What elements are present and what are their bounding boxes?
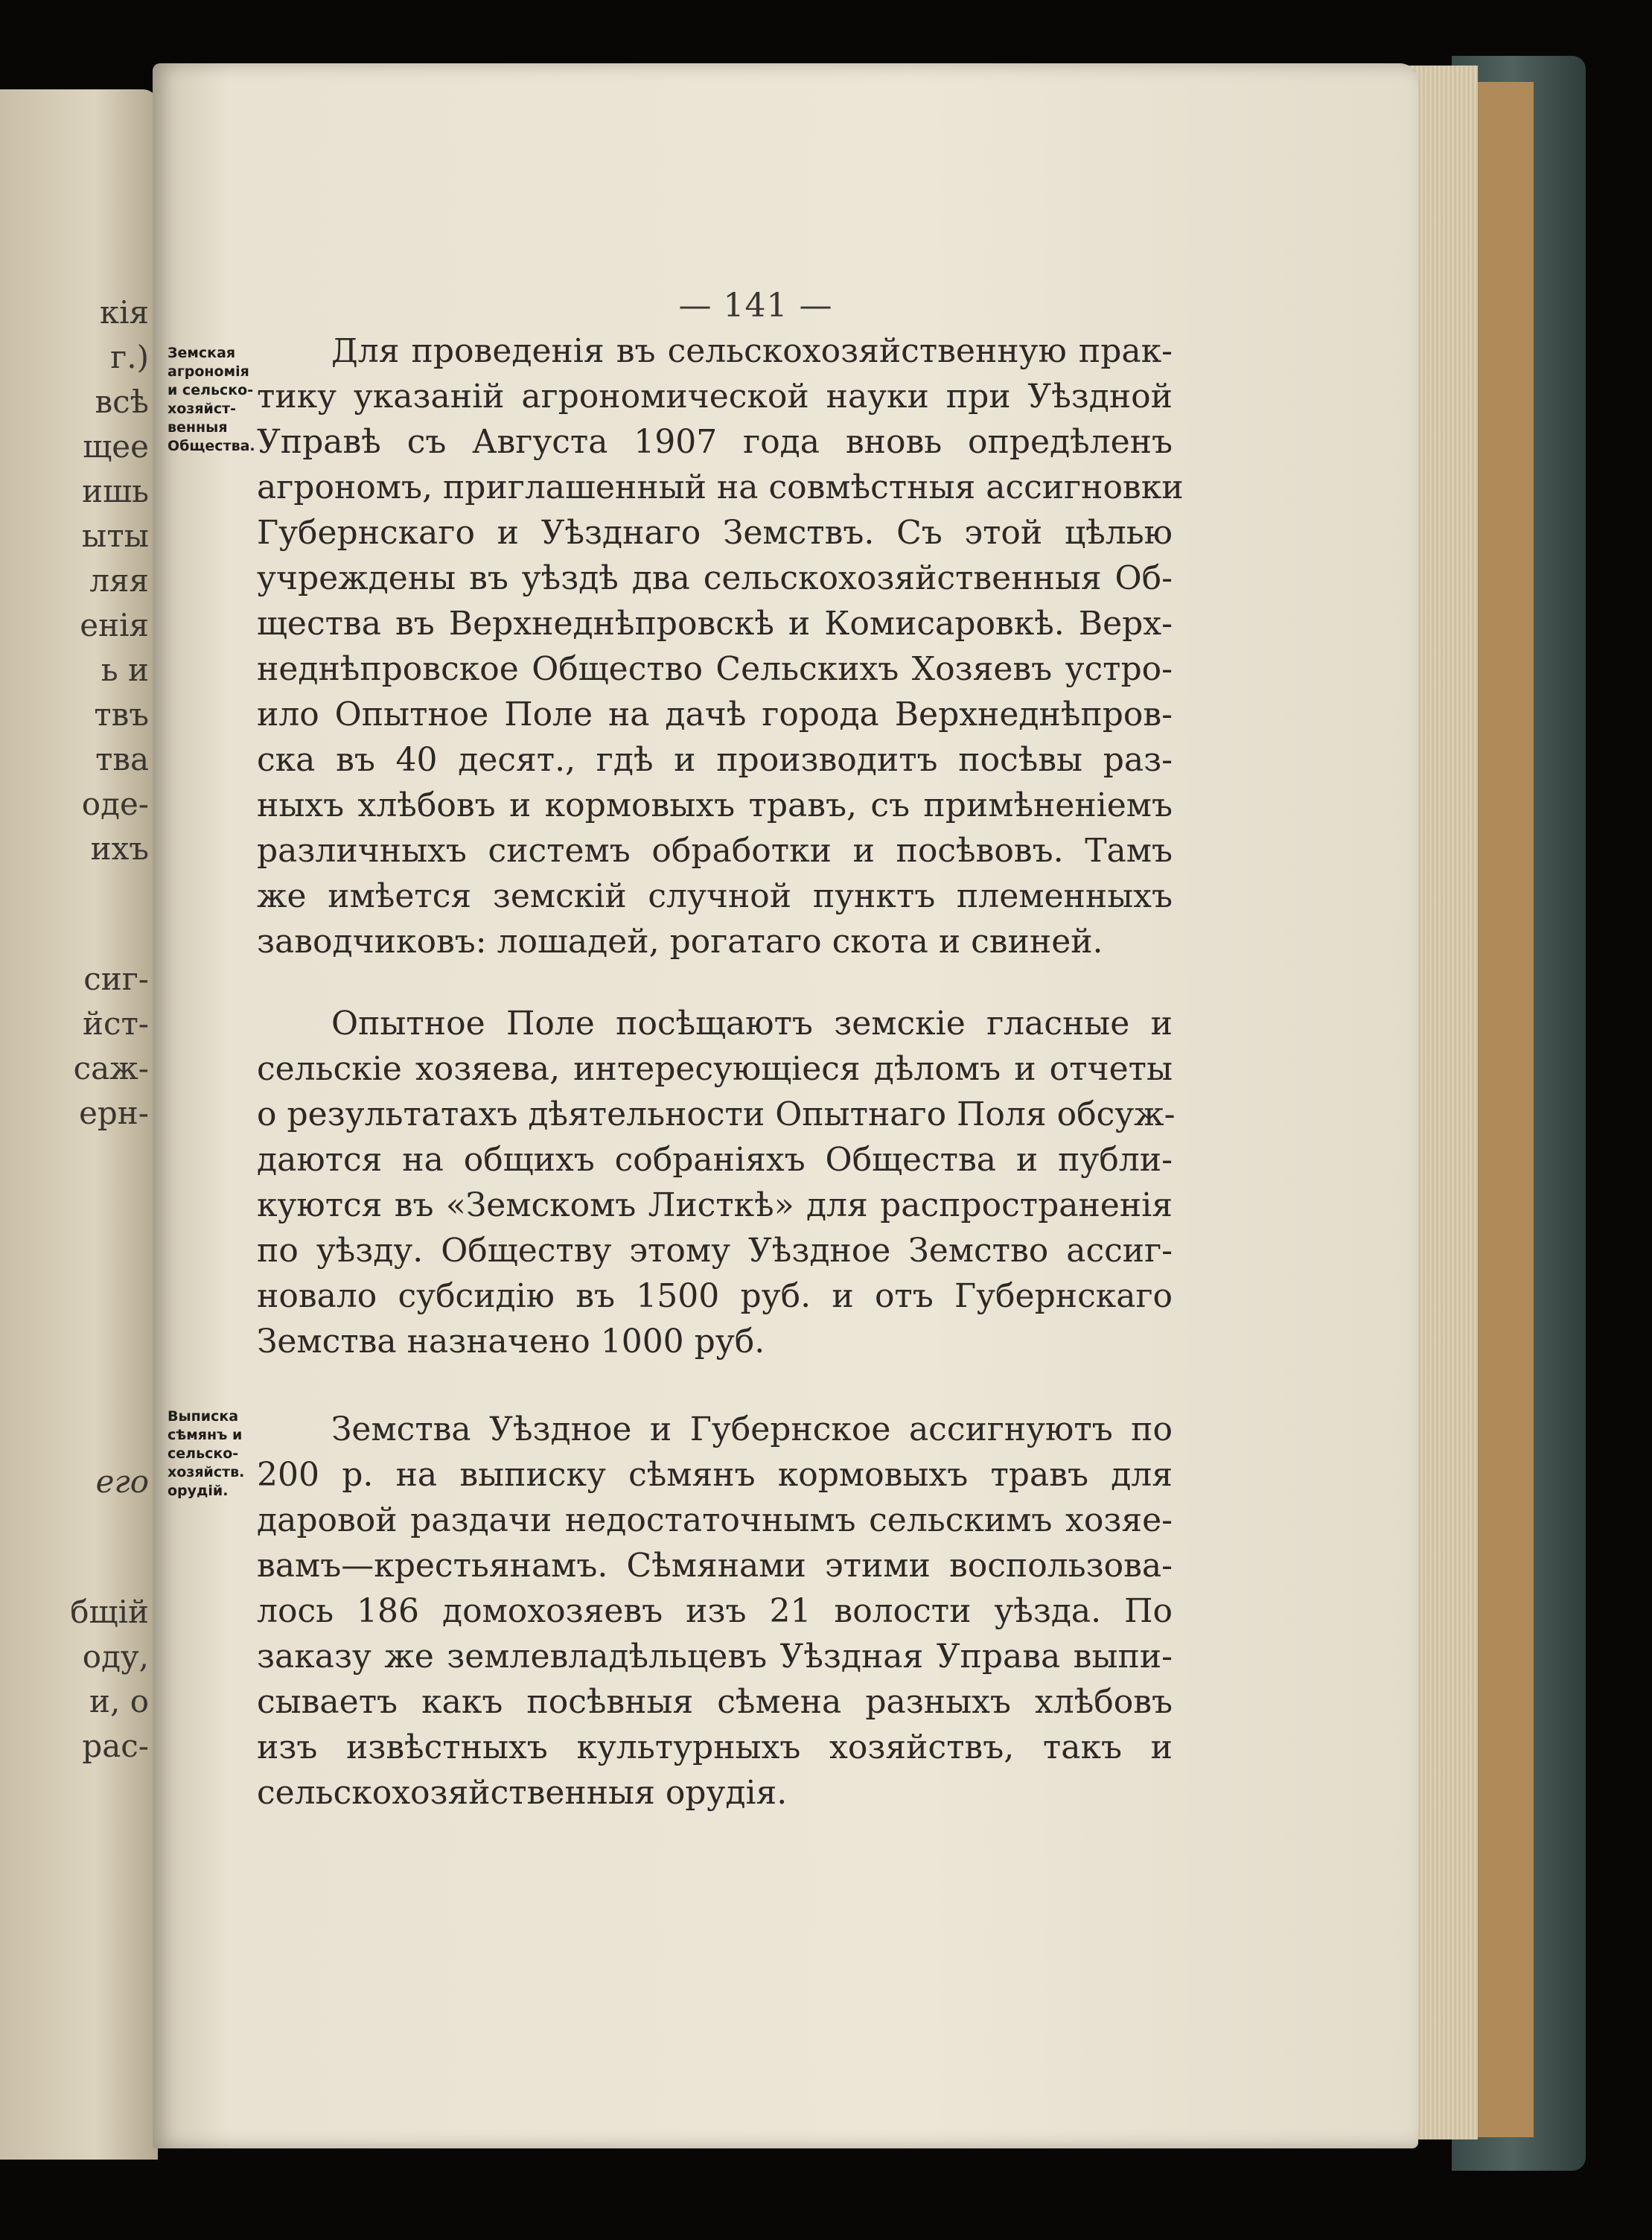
paragraph1-line: тику указаній агрономической науки при Уѣздной — [257, 378, 1173, 416]
paragraph2-line: новало субсидію въ 1500 руб. и отъ Губернскаго — [257, 1277, 1173, 1315]
paragraph1-line: различныхъ системъ обработки и посѣвовъ. Тамъ — [257, 832, 1173, 870]
margin-note-line: Земская — [168, 345, 236, 361]
margin-note-line: Общества. — [168, 438, 255, 454]
margin-note-line: агрономія — [168, 363, 249, 380]
left-fragment-line: тва — [95, 741, 149, 777]
margin-note-line: орудій. — [168, 1483, 229, 1499]
paragraph1-line: щества въ Верхнеднѣпровскѣ и Комисаровкѣ. Верх- — [257, 605, 1173, 643]
paragraph1-line: агрономъ, приглашенный на совмѣстныя ассигновки — [257, 468, 1184, 506]
margin-note-line: сельско- — [168, 1445, 239, 1462]
left-fragment-line: твъ — [94, 696, 149, 733]
paragraph2-line: Земства назначено 1000 руб. — [257, 1323, 765, 1361]
paragraph3-line: заказу же землевладѣльцевъ Уѣздная Управа выпи- — [257, 1638, 1173, 1676]
paragraph1-line: же имѣется земскій случной пунктъ племенныхъ — [257, 877, 1173, 915]
left-fragment-line: ихъ — [90, 830, 149, 867]
left-fragment-line: и, о — [89, 1683, 149, 1719]
left-fragment-line: его — [95, 1463, 149, 1500]
paragraph2-line: о результатахъ дѣятельности Опытнаго Поля обсуж- — [257, 1095, 1176, 1133]
paragraph2-line: по уѣзду. Обществу этому Уѣздное Земство ассиг- — [257, 1232, 1173, 1270]
paragraph2-line: сельскіе хозяева, интересующіеся дѣломъ и отчеты — [257, 1050, 1173, 1088]
left-fragment-line: ыты — [81, 518, 149, 554]
left-fragment-line: ляя — [89, 562, 149, 599]
left-fragment-line: всѣ — [95, 384, 149, 420]
left-fragment-line: бщій — [70, 1594, 149, 1630]
margin-note-agronomy — [168, 344, 257, 456]
paragraph1-line: Губернскаго и Уѣзднаго Земствъ. Съ этой цѣлью — [257, 514, 1173, 552]
paragraph1-line: неднѣпровское Общество Сельскихъ Хозяевъ устро- — [257, 650, 1173, 688]
paragraph3-line: сываетъ какъ посѣвныя сѣмена разныхъ хлѣбовъ — [257, 1683, 1173, 1721]
left-fragment-line: саж- — [73, 1050, 149, 1086]
paragraph3-line: даровой раздачи недостаточнымъ сельскимъ хозяе- — [257, 1501, 1173, 1539]
left-fragment-line: оде- — [81, 786, 149, 822]
paragraph1-line: учреждены въ уѣздѣ два сельскохозяйственныя Об- — [257, 559, 1173, 597]
paragraph1-line: Для проведенія въ сельскохозяйственную прак- — [331, 332, 1173, 370]
left-fragment-line: ишь — [82, 473, 149, 509]
left-fragment-line: енія — [80, 607, 149, 643]
paragraph2-line: Опытное Поле посѣщаютъ земскіе гласные и — [331, 1005, 1173, 1043]
paragraph3-line: лось 186 домохозяевъ изъ 21 волости уѣзда. По — [257, 1592, 1173, 1630]
left-fragment-line: щее — [83, 428, 149, 465]
page-number: — 141 — — [678, 287, 833, 325]
cover-endpaper — [1470, 82, 1534, 2137]
left-fragment-line: оду, — [82, 1638, 149, 1675]
left-page-fragment — [0, 89, 158, 2160]
left-fragment-line: ь и — [101, 652, 149, 688]
paragraph2-line: куются въ «Земскомъ Листкѣ» для распространенія — [257, 1186, 1173, 1224]
left-fragment-line: кія — [99, 294, 149, 331]
left-fragment-line: йст- — [83, 1005, 149, 1042]
paragraph1-line: ило Опытное Поле на дачѣ города Верхнеднѣпров- — [257, 696, 1173, 734]
margin-note-line: сѣмянъ и — [168, 1427, 243, 1443]
margin-note-seeds — [168, 1407, 257, 1501]
left-fragment-line: рас- — [82, 1728, 149, 1764]
margin-note-line: хозяйст- — [168, 401, 237, 417]
paragraph1-line: ска въ 40 десят., гдѣ и производитъ посѣвы раз- — [257, 741, 1173, 779]
left-fragment-line: ерн- — [79, 1095, 149, 1131]
paragraph3-line: вамъ—крестьянамъ. Сѣмянами этими воспользова- — [257, 1547, 1173, 1585]
paragraph1-line: заводчиковъ: лошадей, рогатаго скота и свиней. — [257, 923, 1103, 961]
margin-note-line: хозяйств. — [168, 1464, 245, 1480]
paragraph3-line: Земства Уѣздное и Губернское ассигнуютъ по — [331, 1410, 1173, 1448]
margin-note-line: и сельско- — [168, 382, 254, 398]
margin-note-line: венныя — [168, 419, 228, 436]
paragraph3-line: 200 р. на выписку сѣмянъ кормовыхъ травъ для — [257, 1456, 1173, 1494]
paragraph1-line: Управѣ съ Августа 1907 года вновь опредѣленъ — [257, 423, 1173, 461]
paragraph1-line: ныхъ хлѣбовъ и кормовыхъ травъ, съ примѣненіемъ — [257, 786, 1173, 824]
paragraph3-line: изъ извѣстныхъ культурныхъ хозяйствъ, такъ и — [257, 1728, 1173, 1766]
paragraph2-line: даются на общихъ собраніяхъ Общества и публи- — [257, 1141, 1173, 1179]
left-fragment-line: сиг- — [83, 961, 149, 997]
margin-note-line: Выписка — [168, 1408, 239, 1425]
paragraph3-line: сельскохозяйственныя орудія. — [257, 1774, 788, 1812]
left-fragment-line: г.) — [110, 339, 149, 375]
